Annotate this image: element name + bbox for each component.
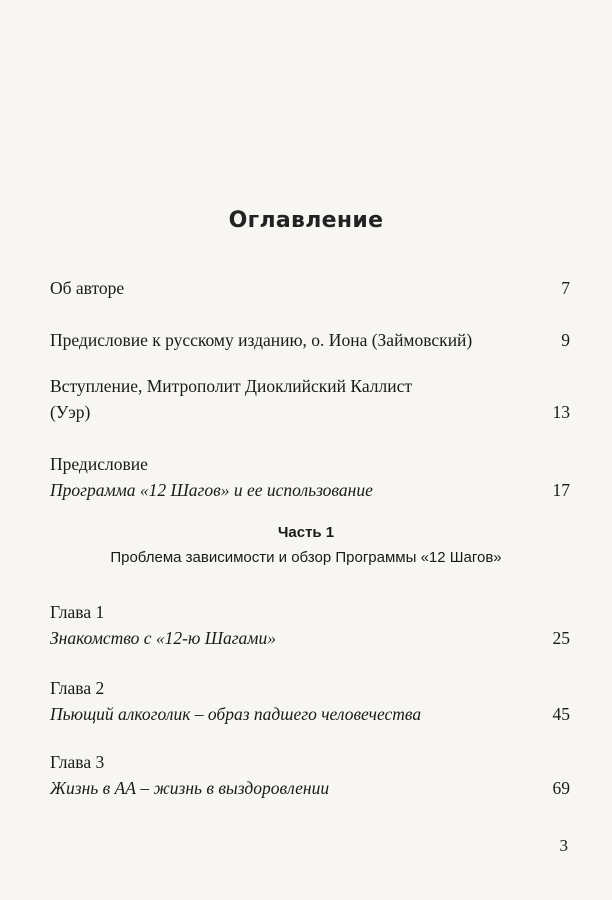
toc-entry-page: 69 [552,778,570,798]
chapter-label: Глава 2 [50,678,105,698]
toc-entry-page: 17 [552,480,570,500]
toc-entry-page: 45 [552,704,570,724]
page-number: 3 [559,836,568,855]
page-title: Оглавление [228,208,384,233]
toc-entry-subtitle: Программа «12 Шагов» и ее использование [50,480,373,500]
toc-entry-title-continued: (Уэр) [50,402,91,422]
chapter-title: Знакомство с «12-ю Шагами» [50,628,276,648]
part-label: Часть 1 [277,524,335,541]
toc-entry-introduction [50,373,570,425]
chapter-title: Жизнь в АА – жизнь в выздоровлении [50,778,330,798]
toc-entry-chapter-1 [50,599,570,651]
toc-entry-about-author [50,275,570,301]
toc-entry-title: Предисловие [50,454,148,474]
toc-entry-page: 25 [552,628,570,648]
part-subtitle: Проблема зависимости и обзор Программы «12 Шагов» [110,549,502,566]
toc-entry-page: 13 [552,402,570,422]
toc-entry-title: Об авторе [50,278,125,298]
chapter-label: Глава 1 [50,602,105,622]
toc-entry-title: Предисловие к русскому изданию, о. Иона (Займовский) [50,330,473,350]
toc-entry-page: 7 [561,278,570,298]
toc-entry-chapter-2 [50,675,570,727]
toc-entry-preface [50,451,570,503]
toc-entry-russian-preface [50,327,570,353]
chapter-title: Пьющий алкоголик – образ падшего человечества [50,704,422,724]
toc-entry-title: Вступление, Митрополит Диоклийский Каллист [50,376,413,396]
chapter-label: Глава 3 [50,752,105,772]
toc-entry-page: 9 [561,330,570,350]
toc-entry-chapter-3 [50,749,570,801]
